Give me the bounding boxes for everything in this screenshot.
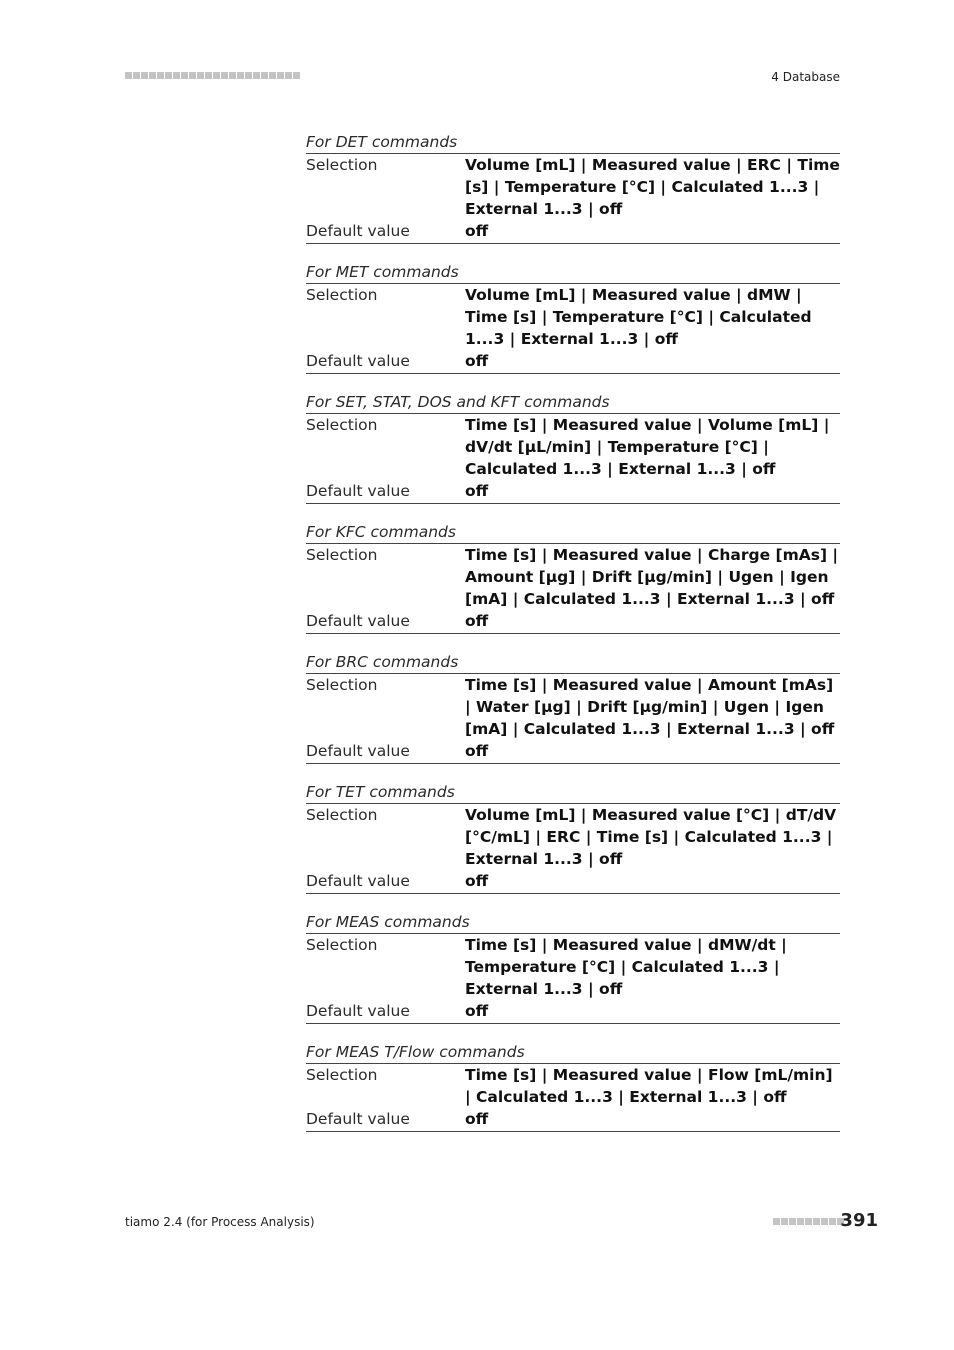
default-row xyxy=(306,870,840,894)
default-label: Default value xyxy=(306,612,410,630)
selection-row xyxy=(306,414,840,480)
selection-label: Selection xyxy=(306,806,378,824)
default-label: Default value xyxy=(306,222,410,240)
default-value: off xyxy=(465,1110,489,1128)
selection-row xyxy=(306,674,840,740)
chapter-title: 4 Database xyxy=(771,70,840,84)
selection-value: Volume [mL] | Measured value [°C] | dT/dV [°C/mL] | ERC | Time [s] | Calculated 1...3 | External 1...3 | off xyxy=(465,806,837,868)
default-label: Default value xyxy=(306,742,410,760)
default-label: Default value xyxy=(306,352,410,370)
selection-row xyxy=(306,284,840,350)
selection-value: Time [s] | Measured value | Volume [mL] | dV/dt [µL/min] | Temperature [°C] | Calculated 1...3 | External 1...3 | off xyxy=(465,416,830,478)
header-decoration xyxy=(125,72,300,79)
default-value: off xyxy=(465,482,489,500)
section-title: For MEAS commands xyxy=(306,912,840,934)
default-label: Default value xyxy=(306,872,410,890)
selection-row xyxy=(306,804,840,870)
selection-value: Volume [mL] | Measured value | dMW | Time [s] | Temperature [°C] | Calculated 1...3 | External 1...3 | off xyxy=(465,286,812,348)
selection-value: Time [s] | Measured value | Flow [mL/min] | Calculated 1...3 | External 1...3 | off xyxy=(465,1066,833,1106)
default-row xyxy=(306,220,840,244)
section-title: For SET, STAT, DOS and KFT commands xyxy=(306,392,840,414)
section-set-stat-dos-kft xyxy=(306,392,840,504)
selection-label: Selection xyxy=(306,1066,378,1084)
page-number: 391 xyxy=(840,1210,878,1231)
section-met xyxy=(306,262,840,374)
selection-label: Selection xyxy=(306,416,378,434)
selection-row xyxy=(306,1064,840,1108)
section-title: For KFC commands xyxy=(306,522,840,544)
selection-row xyxy=(306,154,840,220)
selection-row xyxy=(306,934,840,1000)
default-label: Default value xyxy=(306,1110,410,1128)
default-value: off xyxy=(465,742,489,760)
default-value: off xyxy=(465,612,489,630)
section-det xyxy=(306,132,840,244)
selection-value: Time [s] | Measured value | Amount [mAs] | Water [µg] | Drift [µg/min] | Ugen | Igen [mA] | Calculated 1...3 | External 1...3 | off xyxy=(465,676,835,738)
section-title: For MET commands xyxy=(306,262,840,284)
default-label: Default value xyxy=(306,482,410,500)
selection-label: Selection xyxy=(306,156,378,174)
selection-value: Volume [mL] | Measured value | ERC | Time [s] | Temperature [°C] | Calculated 1...3 | External 1...3 | off xyxy=(465,156,840,218)
default-row xyxy=(306,740,840,764)
selection-label: Selection xyxy=(306,676,378,694)
default-label: Default value xyxy=(306,1002,410,1020)
default-row xyxy=(306,480,840,504)
selection-label: Selection xyxy=(306,286,378,304)
parameter-tables xyxy=(306,132,840,1150)
footer-decoration xyxy=(773,1218,844,1225)
default-row xyxy=(306,1000,840,1024)
section-title: For BRC commands xyxy=(306,652,840,674)
default-row xyxy=(306,350,840,374)
footer-product: tiamo 2.4 (for Process Analysis) xyxy=(125,1215,315,1229)
section-kfc xyxy=(306,522,840,634)
selection-label: Selection xyxy=(306,546,378,564)
default-row xyxy=(306,1108,840,1132)
selection-row xyxy=(306,544,840,610)
section-meas xyxy=(306,912,840,1024)
selection-value: Time [s] | Measured value | Charge [mAs] | Amount [µg] | Drift [µg/min] | Ugen | Igen [mA] | Calculated 1...3 | External 1...3 | off xyxy=(465,546,839,608)
default-row xyxy=(306,610,840,634)
default-value: off xyxy=(465,222,489,240)
default-value: off xyxy=(465,352,489,370)
selection-label: Selection xyxy=(306,936,378,954)
default-value: off xyxy=(465,872,489,890)
section-tet xyxy=(306,782,840,894)
selection-value: Time [s] | Measured value | dMW/dt | Temperature [°C] | Calculated 1...3 | External 1...3 | off xyxy=(465,936,787,998)
default-value: off xyxy=(465,1002,489,1020)
section-title: For TET commands xyxy=(306,782,840,804)
section-title: For DET commands xyxy=(306,132,840,154)
section-meas-t-flow xyxy=(306,1042,840,1132)
section-brc xyxy=(306,652,840,764)
section-title: For MEAS T/Flow commands xyxy=(306,1042,840,1064)
